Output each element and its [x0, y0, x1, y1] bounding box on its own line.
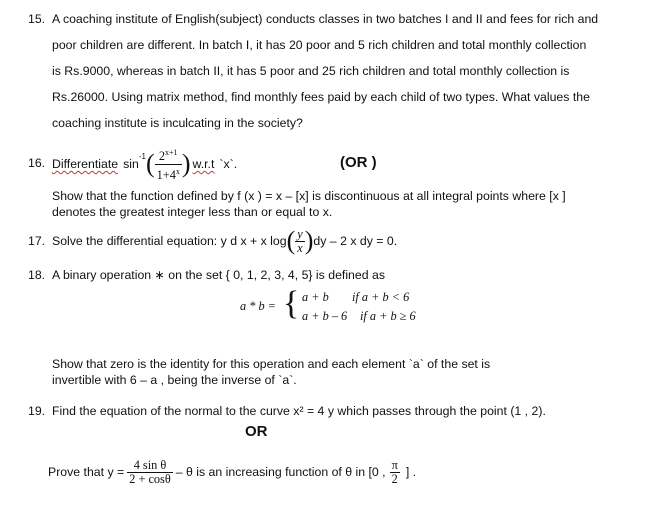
q18-case1-cond: if a + b < 6: [352, 290, 410, 304]
q19-prove-c: ] .: [405, 465, 417, 479]
q16-num-exp: x+1: [165, 148, 178, 158]
q16-or: (OR ): [340, 154, 377, 171]
q16-wrt: w.r.t: [192, 157, 215, 171]
q18-number: 18.: [28, 268, 46, 282]
q18-show-line-1: Show that zero is the identity for this operation and each element `a` of the set is: [52, 357, 491, 371]
q19-number: 19.: [28, 404, 46, 418]
q15-line-1: A coaching institute of English(subject) conducts classes in two batches I and II and fees for rich and: [52, 12, 599, 26]
q18-lhs: a * b =: [240, 299, 276, 313]
q16-inv: -1: [138, 152, 146, 161]
q16-fraction: [155, 146, 182, 181]
q19-frac-num: 4 sin θ: [127, 459, 173, 473]
q18-show-line-2: invertible with 6 – a , being the inverse of `a`.: [52, 373, 297, 387]
q17-number: 17.: [28, 234, 46, 248]
q18-brace: {: [283, 285, 300, 322]
q19-frac-den: 2 + cosθ: [129, 471, 171, 486]
q15-line-2: poor children are different. In batch I, it has 20 poor and 5 rich children and total monthly collection: [52, 38, 587, 52]
q18-line: A binary operation ∗ on the set { 0, 1, 2, 3, 4, 5} is defined as: [52, 268, 385, 282]
q16-fn: sin: [123, 157, 139, 171]
q17-text-b: dy – 2 x dy = 0.: [313, 234, 398, 248]
q19-prove-a: Prove that y =: [48, 465, 125, 479]
q19-pi-fraction: [390, 459, 400, 486]
q16-expression: [52, 142, 237, 186]
q16-prefix: Differentiate: [52, 157, 119, 171]
q17-fraction: [295, 228, 304, 255]
q18-case1-expr: a + b: [302, 290, 329, 304]
q19-prove: [48, 452, 416, 492]
q16-left-paren: (: [145, 149, 155, 178]
q19-or: OR: [245, 423, 268, 440]
q17-text-a: Solve the differential equation: y d x + x log: [52, 234, 287, 248]
q16-right-paren: ): [181, 149, 191, 178]
q19-pi-den: 2: [391, 471, 398, 486]
q16-alt-line-2: denotes the greatest integer less than or equal to x.: [52, 205, 333, 219]
q17-expression: [52, 224, 397, 258]
q17-frac-den: x: [297, 240, 303, 255]
q18-case2-expr: a + b – 6: [302, 309, 348, 323]
q19-pi-num: π: [391, 457, 398, 472]
q17-left-paren: (: [286, 226, 296, 255]
q15-number: 15.: [28, 12, 46, 26]
q19-fraction: [127, 459, 173, 486]
q15-line-4: Rs.26000. Using matrix method, find monthly fees paid by each child of two types. What values the: [52, 90, 590, 104]
q15-line-5: coaching institute is inculcating in the society?: [52, 116, 303, 130]
q15-line-3: is Rs.9000, whereas in batch II, it has 5 poor and 25 rich children and total monthly collection is: [52, 64, 570, 78]
q19-prove-b: – θ is an increasing function of θ in [0 ,: [175, 465, 386, 479]
q16-alt-line-1: Show that the function defined by f (x ) = x – [x] is discontinuous at all integral points where [x ]: [52, 189, 566, 203]
q16-den: 1+4: [156, 167, 176, 182]
q16-den-exp: x: [175, 166, 180, 176]
q16-var: `x`.: [219, 157, 238, 171]
q16-num: 2: [158, 149, 166, 164]
q16-number: 16.: [28, 156, 46, 170]
q19-line: Find the equation of the normal to the curve x² = 4 y which passes through the point (1 , 2).: [52, 404, 546, 418]
q17-frac-num: y: [297, 226, 303, 241]
q17-right-paren: ): [304, 226, 314, 255]
q18-case2-cond: if a + b ≥ 6: [360, 309, 416, 323]
